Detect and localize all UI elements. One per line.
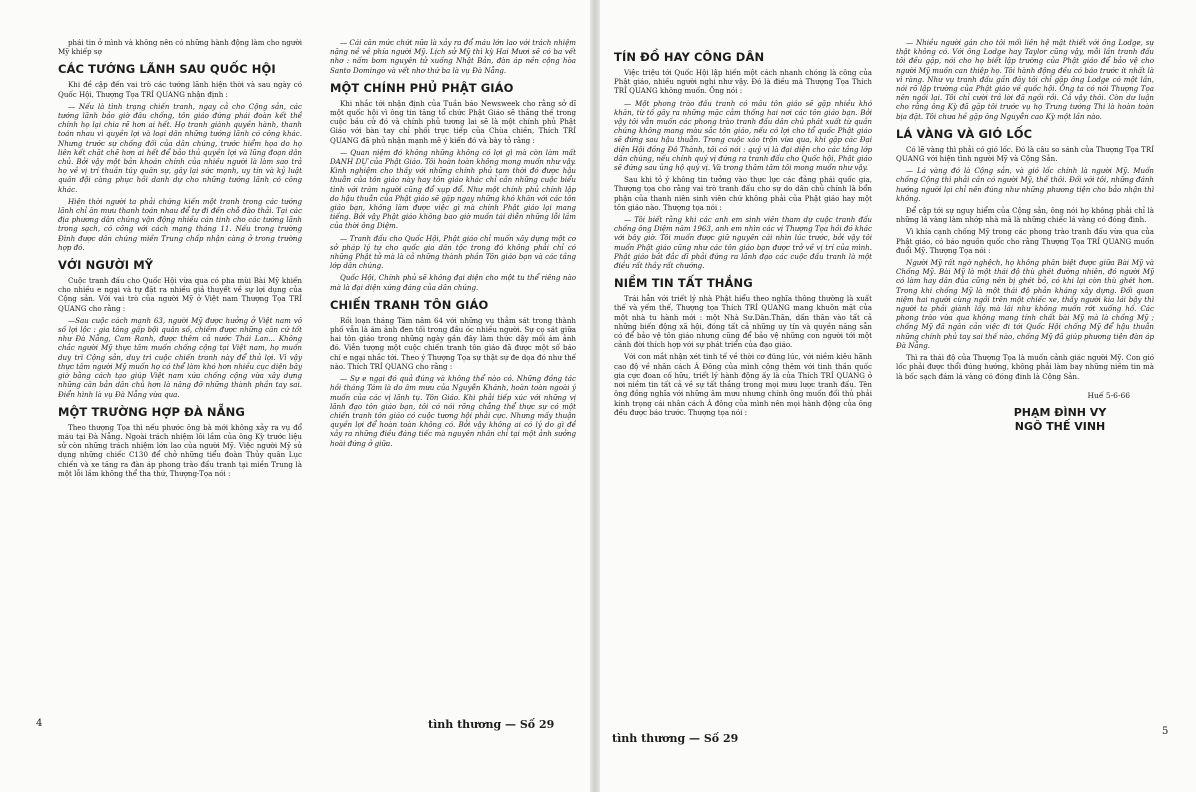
- quote-paragraph: — Tôi biết rằng khi các anh em sinh viên tham dự cuộc tranh đấu chống ông Diệm năm 1963, anh em nhìn các vị Thượng Tọa hồi đó khác với bây giờ. Tôi muốn được giữ nguyên cái nhìn lúc trước, bởi vậy tôi muốn Phật giáo cũng như các tôn giáo bạn được trở về vị trí của mình. Phật giáo bắt đắc dĩ phải đứng ra lãnh đạo các cuộc đấu tranh là một điều rất thầy rất chướng.: [614, 215, 872, 271]
- body-paragraph: Cuộc tranh đấu cho Quốc Hội vừa qua có pha mùi Bài Mỹ khiến cho nhiều e ngại và tự đặt ra nhiều giả thuyết về sự lợi dụng của Cộng sản. Với vai trò của người Mỹ ở Việt nam Thượng Tọa TRÍ QUANG cho rằng :: [58, 276, 302, 313]
- right-column-2: [896, 38, 1154, 434]
- left-page: [0, 0, 590, 792]
- body-paragraph: Khi đề cập đến vai trò các tướng lãnh hiện thời và sau ngày có Quốc Hội, Thượng Tọa TRÍ QUANG nhận định :: [58, 80, 302, 99]
- body-paragraph: Với con mắt nhận xét tinh tế về thời cơ đúng lúc, với niềm kiêu hãnh cao độ về nhân cách Á Đông của mình cộng thêm với tinh thần quốc gia cực đoan cố hữu, triết lý hành động ấy là của Thích TRÍ QUANG ở nơi niềm tin tất cả về sự tất thắng trong mọi mưu lược tranh đấu. Tên ông đồng nghĩa với những âm mưu nhưng chính ông muốn đối thủ phải kính trọng cái nhân cách Á đông của mình nên mọi hành động của ông đều được báo trước. Thượng tọa nói :: [614, 352, 872, 417]
- page-number-right: 5: [1162, 726, 1169, 737]
- footer-title-right: tình thương — Số 29: [612, 732, 739, 745]
- quote-paragraph: — Tranh đấu cho Quốc Hội, Phật giáo chỉ muốn xây dựng một cơ sở pháp lý tự cho quốc gia dân tộc trong đó không phải chỉ có những Phật tử mà là cả những thành phần Tôn giáo bạn và các tầng lớp dân chúng.: [330, 233, 576, 271]
- signature-block: [896, 391, 1154, 434]
- right-column-2-body: [896, 38, 1154, 381]
- body-paragraph: Theo thượng Tọa thì nếu phước ông bà mới không xảy ra vụ đổ máu tại Đà Nẵng. Ngoài trách nhiệm lôi lầm của ông Kỳ trước liệu sử còn những trách nhiệm lớn lao của người Mỹ. Việc người Mỹ sử dụng những chiếc C130 để chở những tiểu đoàn Thủy quân Lục chiến và xe tăng ra đàn áp phong trào đấu tranh tại miền Trung là một lỗi lầm không thể tha thứ, Thượng-Tọa nói :: [58, 422, 302, 478]
- body-paragraph: Khi nhắc tới nhận định của Tuần báo Newsweek cho rằng sở dĩ một quốc hội vì ông tin tăng tổ chức Phật Giáo sẽ thắng thế trong cuộc bầu cử đó và chính phủ tương lai sẽ là một chính phủ Phật Giáo với bàn tay chỉ phối trực tiếp của Chùa chiền, Thích TRÍ QUANG đã phủ nhận mạnh mẽ ý kiến đó và bày tỏ rằng :: [330, 98, 576, 145]
- right-column-1: [614, 44, 872, 420]
- left-column-1: [58, 38, 302, 481]
- quote-paragraph: Quốc Hội, Chính phủ sẽ không đại diện cho một tu thể riêng nào mà là đại diện xứng đáng của dân chúng.: [330, 273, 576, 292]
- body-paragraph: Thì ra thái độ của Thượng Tọa là muốn cảnh giác người Mỹ. Con gió lốc phải được thổi đúng hướng, không phải làm bay những niềm tin mà là bốc sạch đám lá vàng có đóng đinh là Cộng Sản.: [896, 353, 1154, 381]
- quote-paragraph: — Nhiều người gán cho tôi mối liên hệ mật thiết với ông Lodge, sự thật không có. Với ông Lodge hay Taylor cũng vậy, mỗi lần tranh đấu tôi đều gặp, nói cho họ biết lập trường của Phật giáo để bảo vệ cho người Mỹ muốn can thiệp họ. Tôi hành động đều có báo trước ít nhất là vì ràng. Như vụ tranh đấu gần đây tôi chỉ gặp ông Lodge có một lần, nói rõ lập trường của Phật giáo về quốc hội. Ông ta có nói Thượng Tọa nên ngồi lại. Tôi chỉ cười trả lời đã ngồi rồi. Cả vậy thôi. Còn dư luận cho rằng ông Kỳ đã gặp tôi trước vụ họ Trung tướng Thi là hoàn toàn bịa đặt. Tôi chưa hề gặp ông Nguyễn cao Kỳ một lần nào.: [896, 38, 1154, 121]
- right-page: [600, 0, 1196, 792]
- section-heading: TÍN ĐỒ HAY CÔNG DÂN: [614, 50, 765, 64]
- section-heading: VỚI NGƯỜI MỸ: [58, 258, 154, 273]
- body-paragraph: phái tin ở mình và không nên có những hành động làm cho người Mỹ khiếp sợ: [58, 38, 302, 57]
- section-heading: LÁ VÀNG VÀ GIÓ LỐC: [896, 126, 1033, 141]
- quote-paragraph: Hiện thời người ta phải chứng kiến một tranh trong các tướng lãnh chỉ ăn mưu thanh toán nhau để tự đi đến chỗ đào thải. Tại các địa phương dân chúng vận động nhiều cán tinh cho các tướng lãnh trong sạch, có công với cách mạng tháng 11. Nếu trong trường Đình được dân chúng miền Trung chấp nhận càng ở trong trường hợp đó.: [58, 196, 302, 252]
- quote-paragraph: — Lá vàng đó là Cộng sản, và gió lốc chính là người Mỹ. Muốn chống Cộng thì phải cần có người Mỹ, thế thôi. Đối với tôi, những đánh hướng người lại chỉ nên đúng như những phương tiện cho bảo nhận thì không.: [896, 166, 1154, 203]
- page-gutter: [590, 0, 600, 792]
- section-heading: CÁC TƯỚNG LÃNH SAU QUỐC HỘI: [58, 62, 276, 77]
- body-paragraph: Việc triệu tới Quốc Hội lập hiến một cách nhanh chóng là công của Phật giáo, nhiều người nghi như vậy. Đó là điều mà Thượng Tọa Thích TRÍ QUANG không muốn. Ông nói :: [614, 68, 872, 96]
- quote-paragraph: Người Mỹ rất ngờ nghệch, họ không phân biệt được giữa Bài Mỹ và Chống Mỹ. Bài Mỹ là một thái độ thù ghét đường nhiên, đó người Mỹ có làm hay dân đủa cũng nên bị ghét bỏ, có khi lại còn thù ghét hơn. Trong khi chống Mỹ là một thái độ phản kháng xây dựng. Đối quan niệm hai người cùng ngồi trên một chiếc xe, thấy người kia lái bậy thì người ta phải giành lấy mà lái như không muốn rớt xuống hố. Các phong trào vừa qua không mang tính chất bài Mỹ mà là chống Mỹ ; chống Mỹ đã ngăn cản việc đi tới Quốc Hội chống Mỹ để hậu thuẫn những chính phủ tay sai thế nào, chống Mỹ đã giúp phương tiện đàn áp Đà Nẵng.: [896, 258, 1154, 350]
- section-heading: MỘT CHÍNH PHỦ PHẬT GIÁO: [330, 80, 514, 95]
- section-heading: NIỀM TIN TẤT THẮNG: [614, 276, 753, 291]
- footer-title-left: tình thương — Số 29: [428, 718, 555, 731]
- quote-paragraph: — Cái căn mức chứt nữa là xảy ra đổ máu lớn lao với trách nhiệm nặng nề về phía người Mỹ. Lịch sử Mỹ thì kỳ Hai Mươi sẽ có ba vết nhơ : nấm bom nguyên tử xuống Nhật Bản, đàn áp nền cộng hòa Santo Domingo và vết nhơ thứ ba là vụ Đà Nẵng.: [330, 38, 576, 75]
- section-heading: CHIẾN TRANH TÔN GIÁO: [330, 297, 489, 312]
- body-paragraph: Có lẽ vàng thì phải có gió lốc. Đó là câu so sánh của Thượng Tọa TRÍ QUANG với hiện tình người Mỹ và Cộng Sản.: [896, 144, 1154, 164]
- quote-paragraph: — Một phong trào đấu tranh có mâu tôn giáo sẽ gặp nhiều khó khăn, từ tố gây ra những mặc cảm thống hai nơi các tôn giáo bạn. Bởi vậy tôi vẫn muốn các phong trào tranh đấu dân chủ phát xuất từ quần chúng không mang màu sắc tôn giáo, nếu có lợi cho tổ quốc Phật giáo sẽ đứng sau hậu thuẫn. Trong cuộc xáo trộn vừa qua, khi gặp các Đại diện Hội đồng Đô Thành, tôi có nói : quý vị là đại diện cho các tầng lớp dân chúng, nếu chính quý vị đứng ra tranh đấu cho Quốc hội, Phật giáo sẽ đứng sau ủng hộ quý vị. Và trong thâm tâm tôi mong muốn như vậy.: [614, 98, 872, 173]
- signature-date: Huế 5-6-66: [1087, 390, 1130, 400]
- body-paragraph: Để cập tới sự nguy hiểm của Cộng sản, ông nói họ không phải chỉ là những lá vàng làm nhớp nhà mà là những chiếc lá vàng có đóng đinh.: [896, 206, 1154, 225]
- body-paragraph: Trái hẳn với triết lý nhà Phật hiểu theo nghĩa thông thường là xuất thế và yếm thế, Thượng tọa Thích TRÍ QUANG mang khuôn mặt của một nhà tu hành mới : một Nhà Sư.Dân.Thân, dấn thân vào tất cả những biến động xã hội, đóng tất cả những uy tín và quyền năng sẵn có để bảo vệ tôn giáo nhưng cũng để bảo vệ những con người tới một cảnh đời thích hợp với sự phát triển của đạo giáo.: [614, 294, 872, 350]
- section-heading: MỘT TRƯỜNG HỢP ĐÀ NẴNG: [58, 404, 245, 419]
- author-name-2: NGÔ THẾ VINH: [1014, 419, 1106, 433]
- quote-paragraph: —Sau cuộc cách mạnh 63, người Mỹ được hưởng ở Việt nam vô số lợi lộc : gia tăng gấp bội quân số, chiếm được những căn cứ tốt như Đà Nẵng, Cam Ranh, được thêm cả nước Thái Lan... Không chắc người Mỹ thực tâm muốn chống cộng tại Việt nam, họ muốn duy trì Cộng sản, duy trì cuộc chiến tranh này để thủ lợi. Vì vậy thực tâm người Mỹ muốn họ có thể làm khó hơn nhiều cục diện bây giờ bằng cách tạo giúp Việt nam xứa chống cộng vừa xây dựng những căn bản dân chủ hơn là nâng đỡ những thành phần tay sai. Điển hình là vụ Đà Nẵng vừa qua.: [58, 315, 302, 399]
- body-paragraph: Rồi loạn tháng Tám năm 64 với những vụ thảm sát trong thành phố vẫn là ám ảnh đen tối trong đầu óc nhiều người. Sự cọ sát giữa hai tôn giáo trong những ngày gần đây làm thức dậy mối ám ảnh đó. Viễn tượng một cuộc chiến tranh tôn giáo đã được một số báo chí e ngại nhắc tới. Theo ý Thượng Tọa sự thật sự đe dọa đó như thế nào. Thích TRÍ QUANG cho rằng :: [330, 315, 576, 371]
- quote-paragraph: — Sự e ngại đó quả đúng và không thể nào có. Những đồng tác hồi tháng Tám là do âm mưu của Nguyễn Khánh, hoàn toàn ngoài ý muốn của các vị lãnh tụ. Tôn Giáo. Khi phải tiếp xúc với những vị lãnh đạo tôn giáo bạn, tôi có nói rõng chẳng thể thực sự có một chiến tranh tôn giáo có cuộc tương hội phải cực. Nhưng mấy thuận quyền lợi để hoàn toàn không có. Bởi vậy không ai có lý do gì để xảy ra những điều đáng tiếc mà nguyên nhân chỉ tại một ảnh sưởng hoài đứng ở giữa.: [330, 374, 576, 448]
- quote-paragraph: — Nếu là tình trạng chiến tranh, ngay cả cho Cộng sản, các tướng lãnh bảo giờ đâu chống, tôn giáo đứng phái đoàn kết thể chính họ lại chia rẽ hơn ai hết. Họ tranh giành quyền hành, thanh toán nhau vì quyền lợi và loại dân những tướng lãnh có công khác. Nhưng trước sự chống đối của dân chúng, trước hiểm họa do họ liên kết chặt chẽ hơn ai hết để bảo thủ quyền lợi và lũng đoạn dân chủ. Bởi vậy một bản khoán chính của nhiều người là làm sao trả họ về vị trí thuần túy quân sự, gây lại sức mạnh, uy tín và kỷ luật quân đội càng phục hồi danh dự cho những tướng lãnh có công khác.: [58, 101, 302, 194]
- left-column-2: [330, 38, 576, 451]
- page-number-left: 4: [36, 718, 43, 729]
- quote-paragraph: — Quan niệm đó không những không có lợi gì mà còn làm mất DANH DỰ của Phật Giáo. Tôi hoàn toàn không mong muốn như vậy. Kinh nghiệm cho thấy với những chính phủ tạm thời đó được hậu thuẫn của tôn giáo này hay tôn giáo khác chỉ cần những cuộc biểu tình với trăm người cũng đổ xụp đổ. Như một chính phủ chính lập do hậu thuẫn của Phật giáo sẽ gặp ngay những khó khăn với các tôn giáo bạn, không làm được việc gì mà chính Phật giáo lại mang tiếng. Bởi vậy Phật giáo không bao giờ muốn tái diễn những lỗi lầm của thời ông Diệm.: [330, 147, 576, 231]
- body-paragraph: Vì khía cạnh chống Mỹ trong các phong trào tranh đấu vừa qua của Phật giáo, có báo nguồn quốc cho rằng Thượng Tọa TRÍ QUANG muốn đuổi Mỹ. Thượng Tọa nói :: [896, 227, 1154, 255]
- author-name-1: PHẠM ĐÌNH VY: [1013, 405, 1107, 419]
- body-paragraph: Sau khi tỏ ý không tin tưởng vào thực lực các đảng phái quốc gia, Thượng tọa cho rằng vai trò tranh đấu cho sự do dân chủ chính là bổn phận của thanh niên sinh viên chứ không phải của Phật giáo hay một tôn giáo nào. Thượng tọa nói :: [614, 175, 872, 212]
